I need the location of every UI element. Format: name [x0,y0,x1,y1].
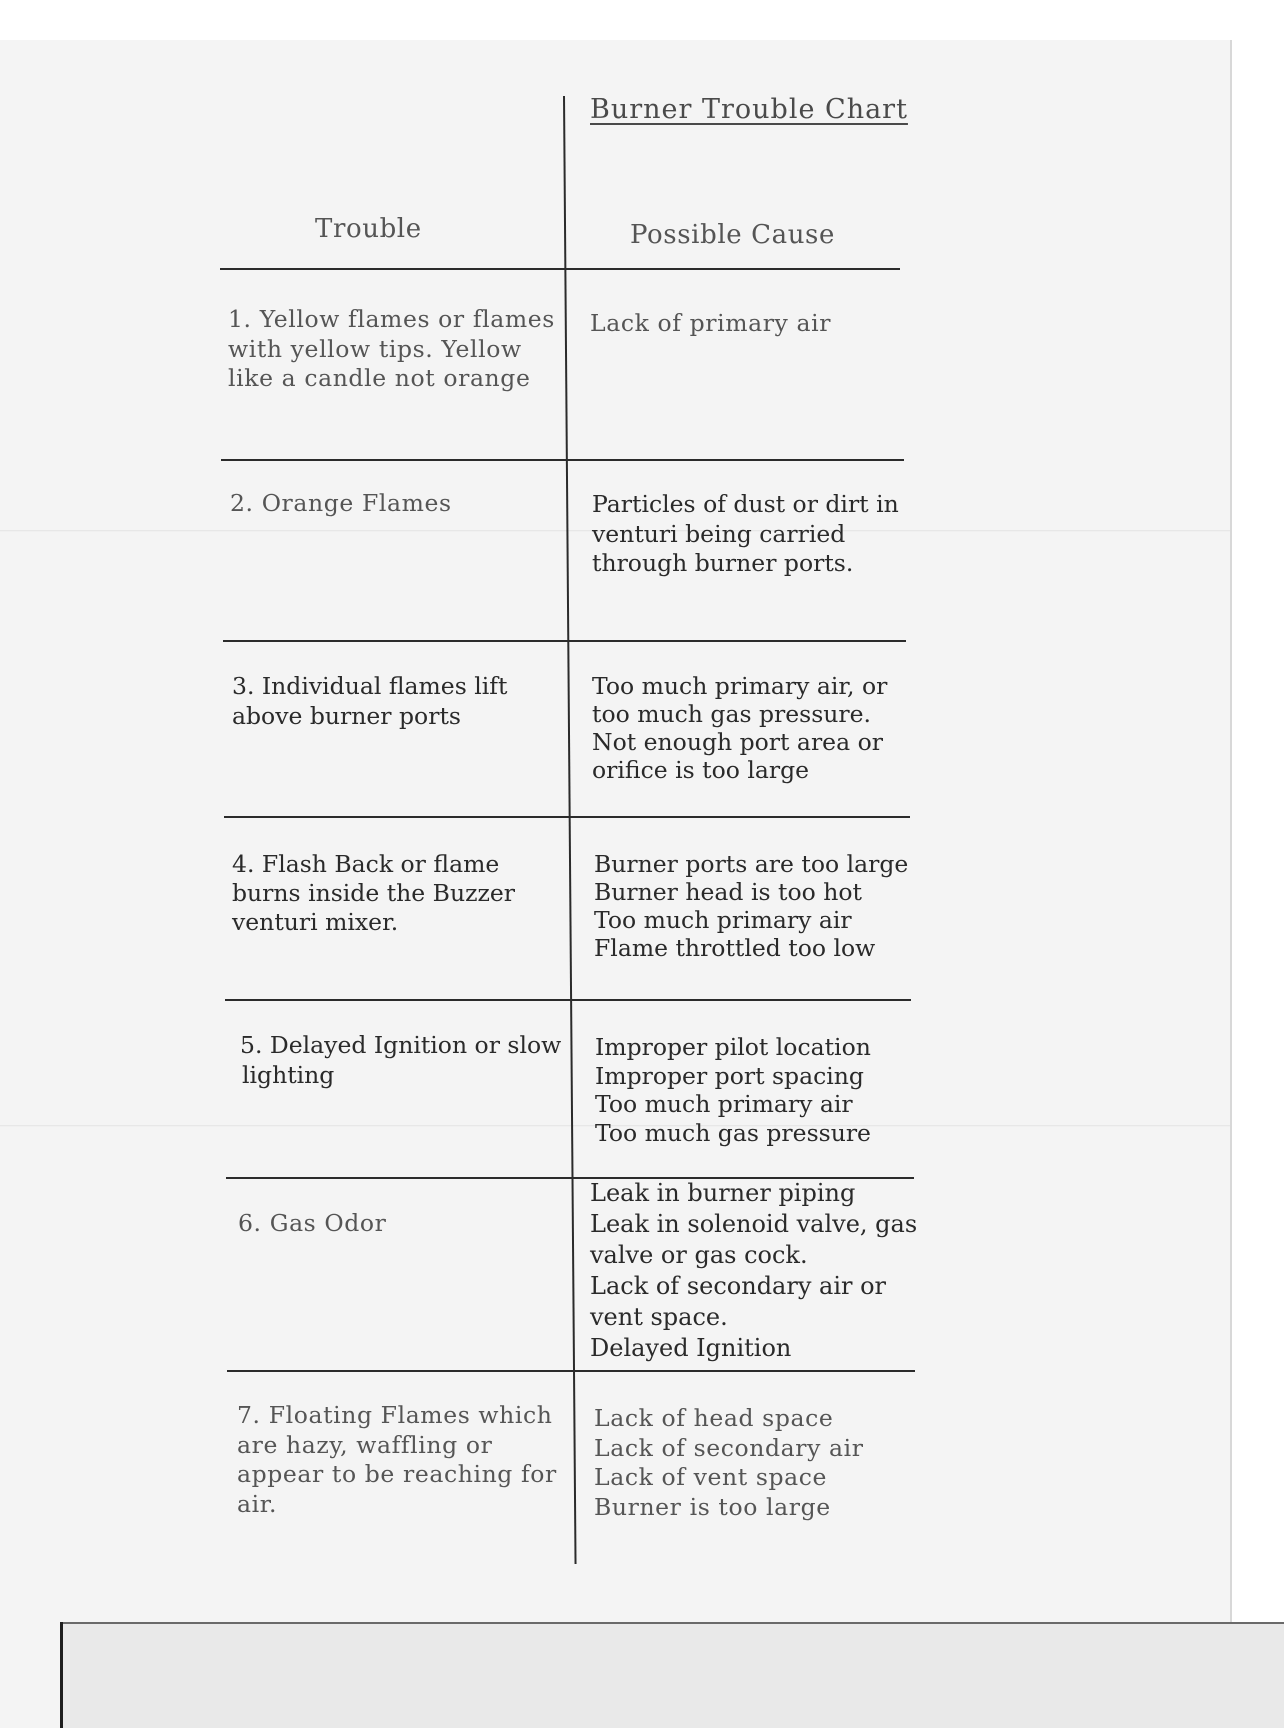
cause-cell-3 [592,672,887,784]
cause-line: valve or gas cock. [590,1241,808,1269]
trouble-cell-5 [240,1031,561,1090]
cause-cell-1 [590,309,831,339]
trouble-cell-2 [230,489,452,519]
cause-line: Not enough port area or [592,728,883,756]
cause-line: Improper port spacing [595,1061,864,1090]
cause-line: Leak in burner piping [590,1179,856,1207]
trouble-line: 5. Delayed Ignition or slow [240,1031,562,1059]
row-separator [223,640,906,642]
cause-line: vent space. [590,1303,728,1331]
scan-bottom-strip [62,1622,1284,1728]
cause-cell-2 [592,490,899,579]
cause-line: Lack of primary air [590,309,832,337]
cause-line: Particles of dust or dirt in [592,490,899,518]
cause-line: Too much primary air [595,1090,853,1118]
cause-line: Delayed Ignition [590,1334,792,1362]
trouble-cell-4 [232,850,515,937]
scan-margin-right [1228,0,1284,1622]
cause-line: Lack of head space [594,1404,834,1432]
row-separator [225,999,911,1001]
scan-edge-mark [60,1622,63,1728]
trouble-line: 4. Flash Back or flame [232,850,500,878]
trouble-line: venturi mixer. [232,908,399,936]
cause-line: Leak in solenoid valve, gas [590,1210,918,1238]
trouble-line: like a candle not orange [228,364,531,392]
cause-line: Lack of secondary air [594,1433,864,1462]
trouble-cell-7 [237,1401,557,1519]
trouble-line: appear to be reaching for [237,1460,557,1488]
trouble-line: are hazy, waffling or [237,1430,493,1459]
scan-margin-top [0,0,1284,42]
chart-title: Burner Trouble Chart [590,94,908,125]
trouble-cell-1 [228,305,555,394]
cause-line: through burner ports. [592,549,854,577]
trouble-line: 3. Individual flames lift [232,672,508,700]
row-separator [227,1370,915,1372]
trouble-line: 2. Orange Flames [230,489,452,517]
trouble-line: above burner ports [232,701,461,730]
cause-line: Lack of vent space [594,1463,828,1491]
cause-line: too much gas pressure. [592,700,872,728]
cause-cell-5 [595,1033,871,1147]
header-possible-cause: Possible Cause [630,220,835,250]
cause-line: Too much gas pressure [595,1118,871,1147]
trouble-cell-3 [232,672,507,731]
cause-line: Lack of secondary air or [590,1272,887,1300]
cause-cell-6 [590,1178,917,1364]
trouble-line: burns inside the Buzzer [232,879,515,907]
cause-line: orifice is too large [592,756,810,784]
cause-line: venturi being carried [592,519,846,548]
cause-line: Burner ports are too large [594,850,909,878]
trouble-line: with yellow tips. Yellow [228,334,522,363]
cause-line: Flame throttled too low [594,934,876,962]
cause-line: Burner head is too hot [594,878,862,906]
trouble-cell-6 [238,1209,387,1239]
trouble-line: 7. Floating Flames which [237,1401,553,1429]
cause-line: Too much primary air, or [592,672,888,700]
cause-line: Burner is too large [594,1492,831,1521]
header-trouble: Trouble [315,214,422,244]
trouble-line: 1. Yellow flames or flames [228,305,555,333]
row-separator [221,459,904,461]
trouble-line: lighting [242,1060,335,1089]
trouble-line: 6. Gas Odor [238,1209,387,1237]
header-rule [220,268,900,270]
cause-cell-4 [594,850,908,962]
trouble-line: air. [237,1489,278,1518]
cause-cell-7 [594,1404,864,1522]
row-separator [224,816,910,818]
cause-line: Improper pilot location [595,1033,871,1061]
cause-line: Too much primary air [594,906,852,934]
